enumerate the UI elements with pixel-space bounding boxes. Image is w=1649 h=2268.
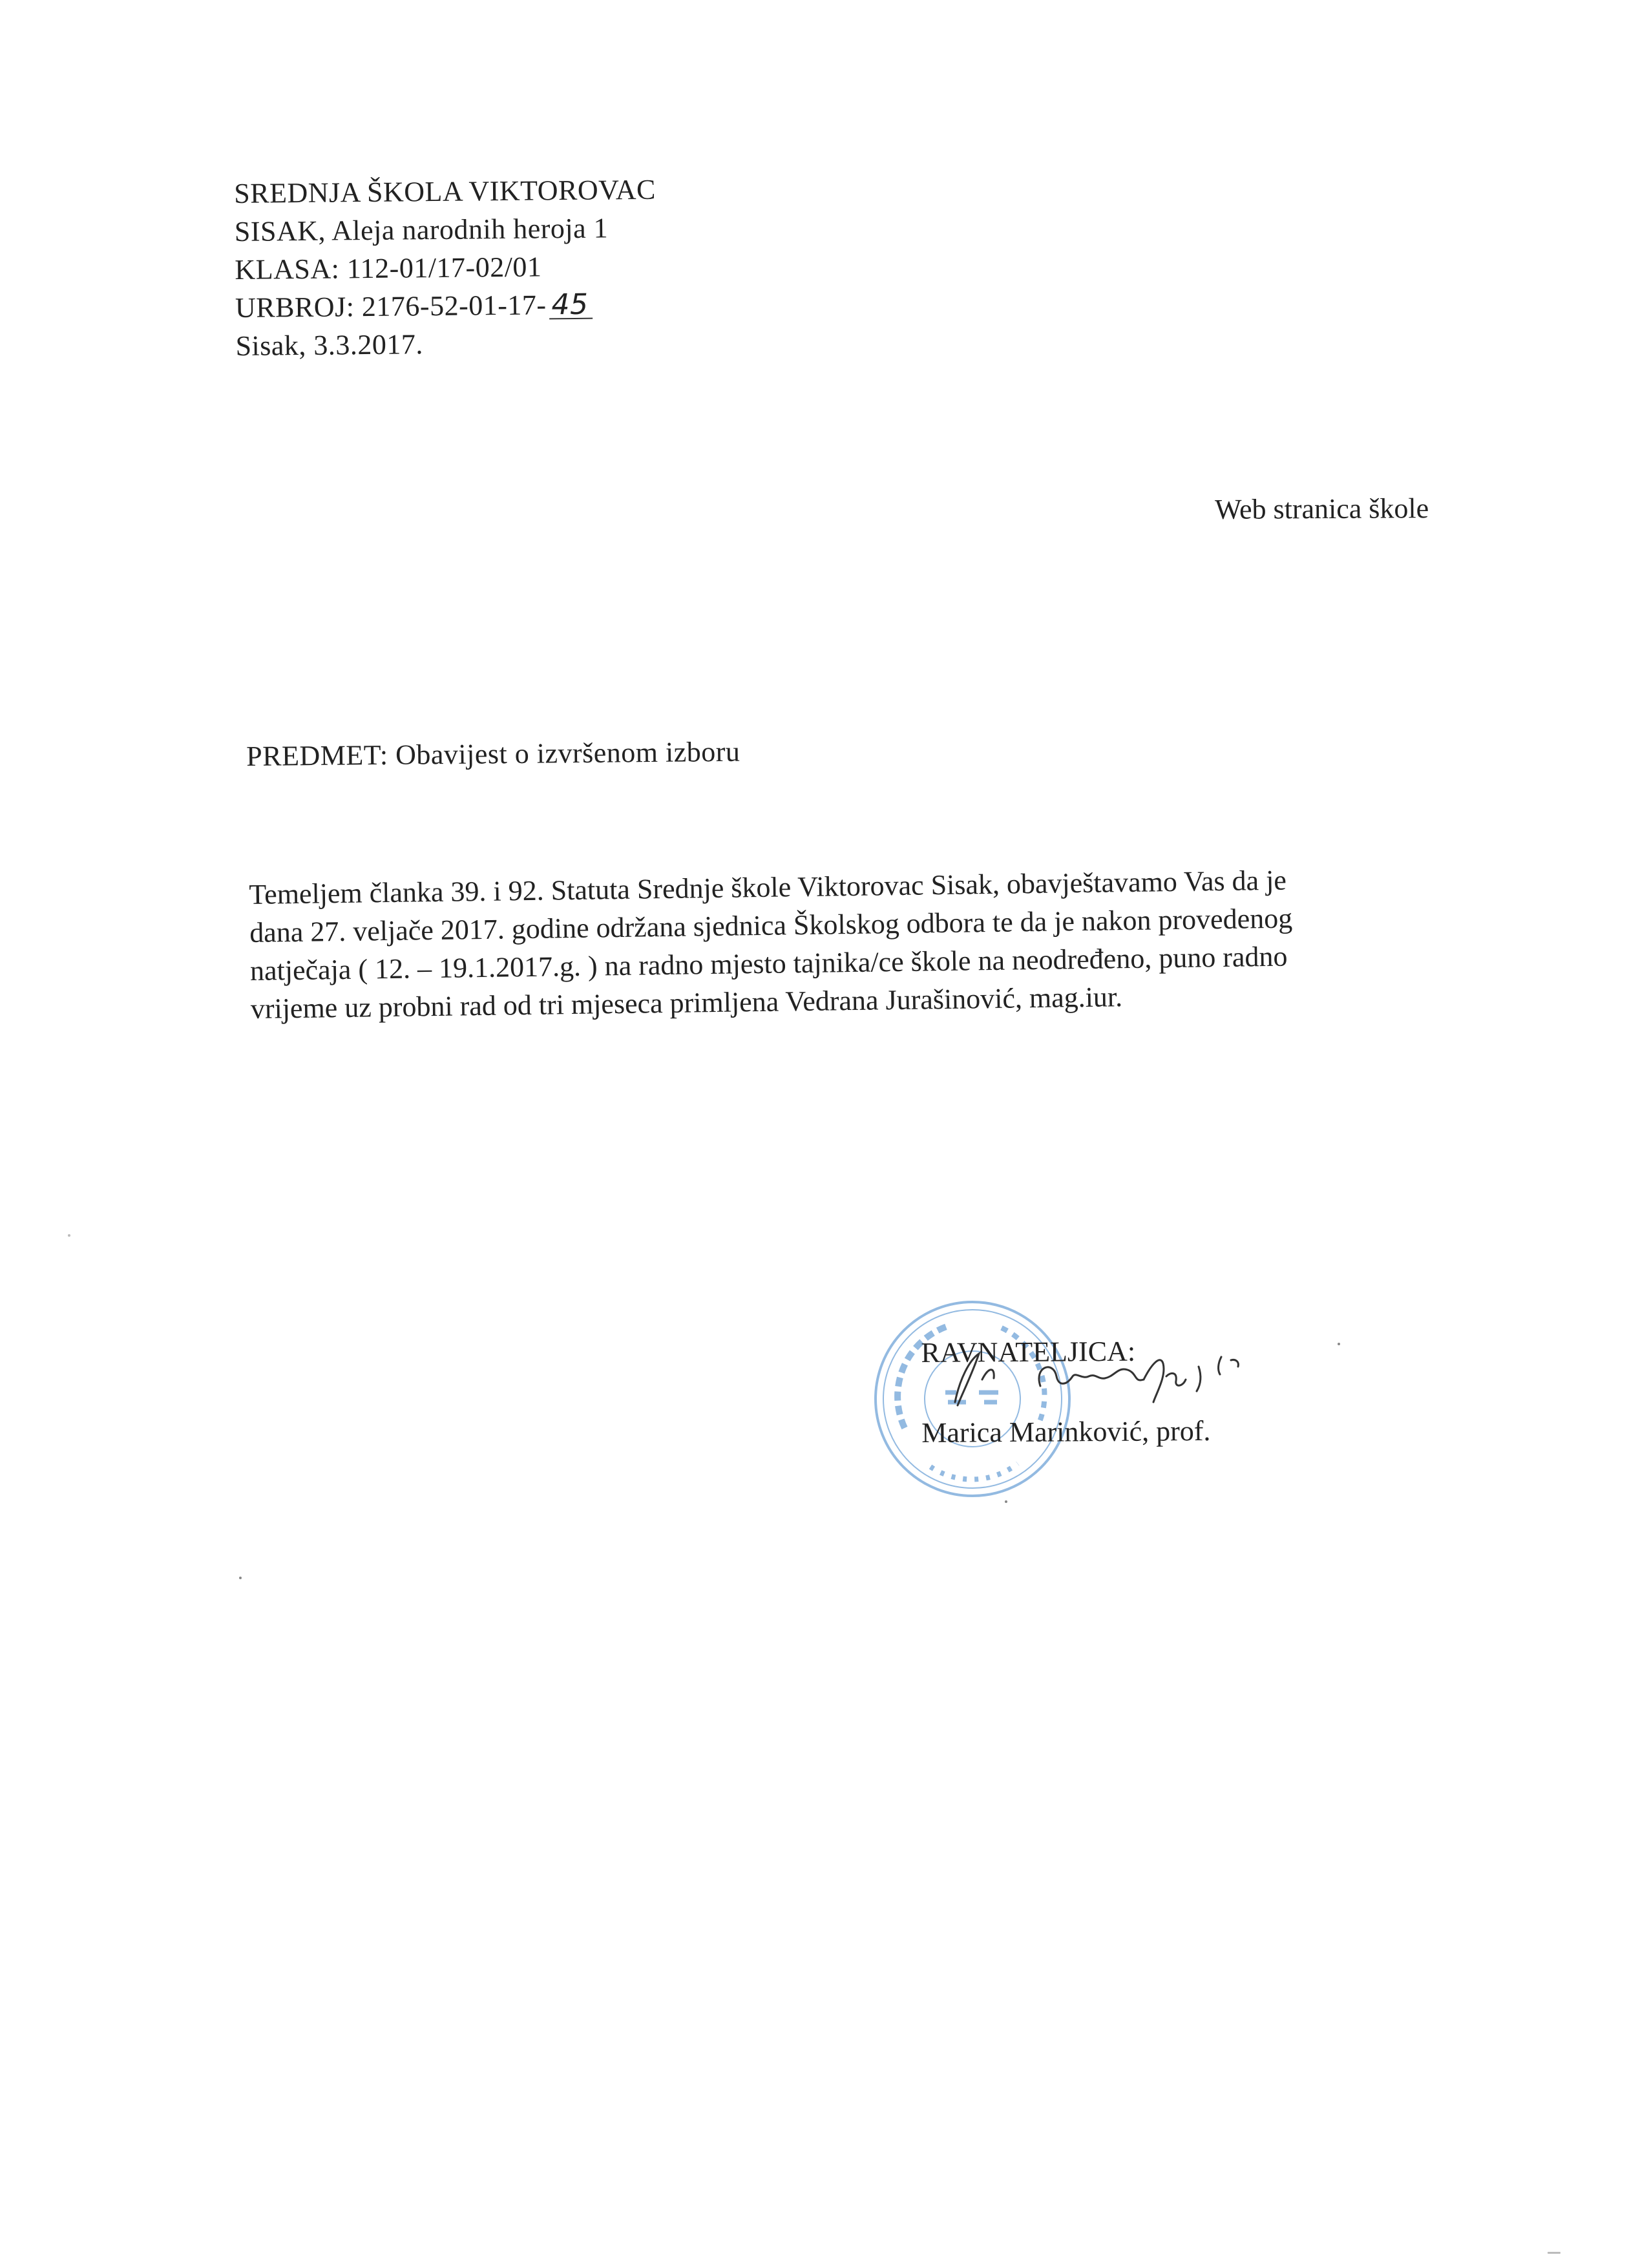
body-line: vrijeme uz probni rad od tri mjeseca primljena Vedrana Jurašinović, mag.iur. bbox=[250, 981, 1123, 1025]
scan-speck bbox=[1005, 1500, 1007, 1503]
body-line: Temeljem članka 39. i 92. Statuta Srednje škole Viktorovac Sisak, obavještavamo Vas da je bbox=[249, 864, 1287, 910]
body-line: dana 27. veljače 2017. godine održana sjednica Školskog odbora te da je nakon provedenog bbox=[249, 902, 1293, 949]
signature-title: RAVNATELJICA: bbox=[921, 1335, 1136, 1369]
signatory-name: Marica Marinković, prof. bbox=[921, 1414, 1211, 1449]
scan-speck bbox=[68, 1234, 70, 1237]
body-line: natječaja ( 12. – 19.1.2017.g. ) na radno mjesto tajnika/ce škole na neodređeno, puno radno bbox=[249, 940, 1288, 987]
urbroj-prefix: URBROJ: 2176-52-01-17- bbox=[235, 289, 547, 324]
letterhead bbox=[234, 171, 657, 365]
handwritten-signature-icon bbox=[943, 1341, 1254, 1412]
klasa-number: KLASA: 112-01/17-02/01 bbox=[235, 251, 542, 286]
recipient: Web stranica škole bbox=[1214, 492, 1429, 525]
subject-line: PREDMET: Obavijest o izvršenom izboru bbox=[246, 735, 740, 772]
scan-speck bbox=[1338, 1343, 1340, 1345]
school-name: SREDNJA ŠKOLA VIKTOROVAC bbox=[234, 173, 656, 209]
urbroj-number bbox=[235, 285, 657, 327]
scan-speck bbox=[1548, 2252, 1560, 2254]
urbroj-handwritten: 45 bbox=[549, 292, 592, 320]
body-paragraph bbox=[249, 859, 1453, 1028]
school-address: SISAK, Aleja narodnih heroja 1 bbox=[234, 212, 609, 247]
document-date: Sisak, 3.3.2017. bbox=[235, 328, 424, 362]
scan-speck bbox=[239, 1577, 242, 1579]
